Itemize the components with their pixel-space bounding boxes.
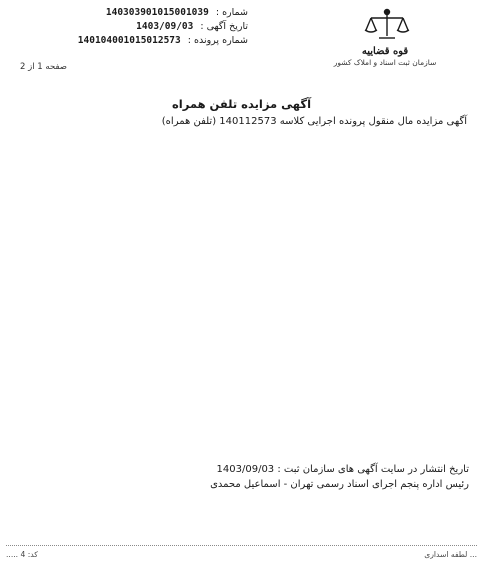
meta-label: شماره پرونده :: [187, 35, 248, 46]
document-body: [8, 143, 469, 453]
judiciary-emblem-icon: [357, 6, 417, 44]
bottom-strip-right: ... لطفه اسداری: [424, 550, 477, 559]
meta-value: 140303901015001039: [105, 7, 209, 18]
meta-value: 1403/09/03: [136, 21, 194, 32]
signature-line: رئیس اداره پنجم اجرای اسناد رسمی تهران - اسماعیل محمدی: [210, 479, 469, 490]
meta-label: تاریخ آگهی :: [200, 21, 248, 32]
organization-subname: سازمان ثبت اسناد و املاک کشور: [333, 58, 437, 67]
document-meta: [8, 6, 248, 48]
footer-divider: [6, 545, 477, 546]
page-title: آگهی مزایده تلفن همراه: [171, 97, 312, 111]
publication-date-line: تاریخ انتشار در سایت آگهی های سازمان ثبت : 1403/09/03: [216, 464, 469, 475]
meta-case-number: [8, 34, 248, 48]
document-subtitle: آگهی مزایده مال منقول پرونده اجرایی کلاسه 140112573 (تلفن همراه): [161, 116, 467, 127]
meta-label: شماره :: [215, 7, 248, 18]
organization-name: قوه قضاییه: [361, 46, 409, 57]
meta-value: 140104001015012573: [77, 35, 181, 46]
meta-announcement-date: [8, 20, 248, 34]
bottom-strip-left: کد: 4 .....: [6, 550, 38, 559]
organization-block: [315, 46, 455, 67]
meta-document-number: [8, 6, 248, 20]
page-counter: صفحه 1 از 2: [20, 62, 67, 72]
bottom-strip: [6, 550, 477, 559]
